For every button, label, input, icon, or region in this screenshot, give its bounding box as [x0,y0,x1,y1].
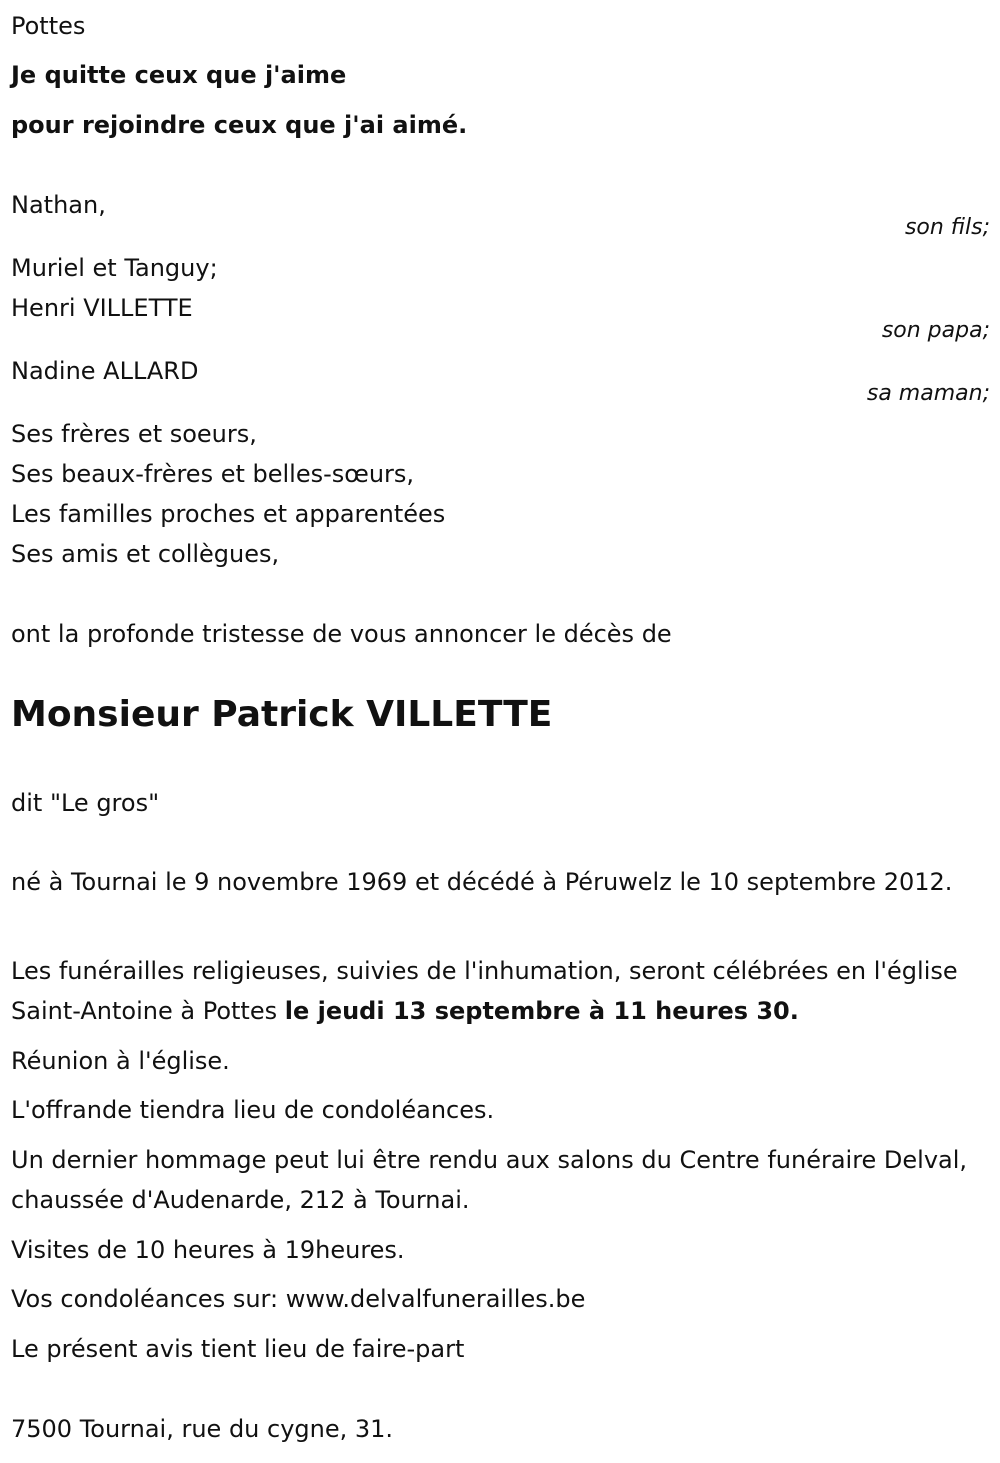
visits-info: Visites de 10 heures à 19heures. [11,1236,405,1264]
family-friends: Ses amis et collègues, [11,540,280,568]
condolences-info: Vos condoléances sur: www.delvalfunerailles.be [11,1285,586,1313]
deceased-nickname: dit "Le gros" [11,789,160,817]
family-father: Henri VILLETTE [11,294,193,322]
deceased-name: Monsieur Patrick VILLETTE [11,694,553,735]
quote-line-2: pour rejoindre ceux que j'ai aimé. [11,111,468,139]
offering-info: L'offrande tiendra lieu de condoléances. [11,1096,495,1124]
family-son-role: son fils; [904,215,990,240]
family-siblings: Ses frères et soeurs, [11,420,257,448]
family-in-laws: Ses beaux-frères et belles-sœurs, [11,460,415,488]
family-others: Muriel et Tanguy; [11,254,218,282]
funeral-ceremony [11,951,986,1031]
family-son: Nathan, [11,191,106,219]
tribute-info: Un dernier hommage peut lui être rendu aux salons du Centre funéraire Delval, chaussée d'Audenarde, 212 à Tournai. [11,1146,968,1214]
town-name: Pottes [11,12,86,40]
announcement-intro: ont la profonde tristesse de vous annoncer le décès de [11,620,672,648]
quote-line-1: Je quitte ceux que j'aime [11,61,347,89]
birth-death-info: né à Tournai le 9 novembre 1969 et décédé à Péruwelz le 10 septembre 2012. [11,868,953,896]
family-mother-role: sa maman; [866,381,990,406]
ceremony-text: Les funérailles religieuses, suivies de l'inhumation, seront célébrées en l'église Saint-Antoine à Pottes [11,957,958,1025]
notice-info: Le présent avis tient lieu de faire-part [11,1335,465,1363]
meeting-info: Réunion à l'église. [11,1047,230,1075]
ceremony-date: le jeudi 13 septembre à 11 heures 30. [284,997,799,1025]
family-mother: Nadine ALLARD [11,357,199,385]
family-relatives: Les familles proches et apparentées [11,500,446,528]
address: 7500 Tournai, rue du cygne, 31. [11,1415,394,1443]
family-father-role: son papa; [881,318,990,343]
